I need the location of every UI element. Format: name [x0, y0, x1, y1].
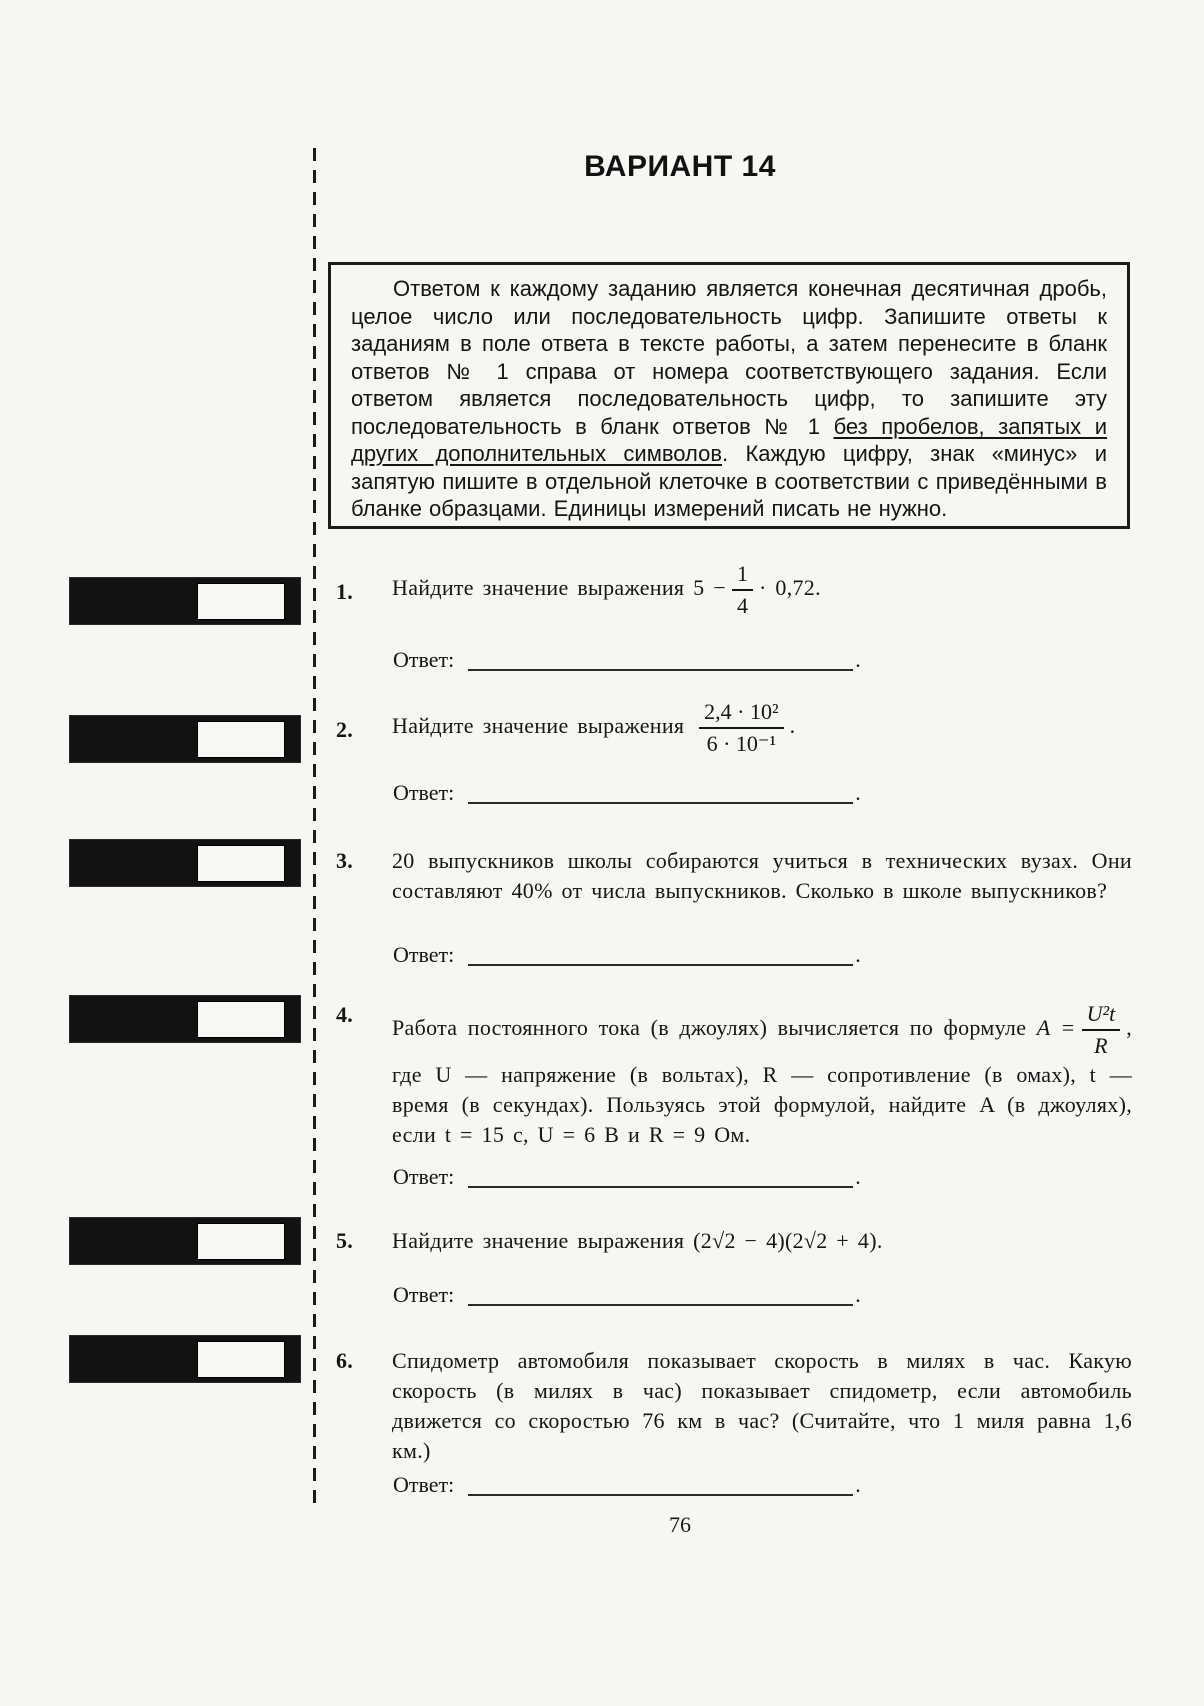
answer-blank-line [468, 802, 853, 804]
fraction-denominator: 6 · 10⁻¹ [699, 727, 783, 758]
instructions-box [328, 262, 1130, 529]
problem-1-number: 1. [336, 579, 354, 604]
redaction-window [197, 845, 285, 882]
problem-4-text-before: Работа постоянного тока (в джоулях) вычисляется по формуле [392, 1015, 1027, 1041]
expression-1-pre: 5 − [693, 575, 726, 601]
page-number: 76 [669, 1512, 691, 1537]
redaction-window [197, 583, 285, 620]
answer-period: . [855, 942, 861, 967]
instructions-underlined-phrase: без пробелов, запятых и других дополнительных символов [351, 413, 1107, 466]
answer-label: Ответ: [393, 647, 455, 672]
problem-2 [330, 698, 1132, 758]
problem-4 [330, 1000, 1132, 1150]
redacted-label-bar-2 [70, 716, 300, 762]
problem-2-number: 2. [336, 717, 354, 742]
expression-5: (2√2 − 4)(2√2 + 4). [693, 1228, 883, 1253]
page-title: ВАРИАНТ 14 [584, 150, 776, 183]
answer-period: . [855, 647, 861, 672]
answer-period: . [855, 1164, 861, 1189]
problem-5-number: 5. [336, 1228, 354, 1253]
redaction-window [197, 1223, 285, 1260]
redaction-window [197, 1001, 285, 1038]
answer-period: . [855, 1282, 861, 1307]
fraction-denominator: R [1082, 1029, 1121, 1060]
instructions-text [351, 275, 1107, 523]
redacted-label-bar-4 [70, 996, 300, 1042]
answer-label: Ответ: [393, 1282, 455, 1307]
redacted-label-bar-3 [70, 840, 300, 886]
answer-row-2 [393, 778, 861, 808]
formula-lhs: A = [1036, 1015, 1076, 1041]
answer-label: Ответ: [393, 780, 455, 805]
answer-row-1 [393, 645, 861, 675]
answer-row-6 [393, 1470, 861, 1500]
problem-4-text-after: , где U — напряжение (в вольтах), R — сопротивление (в омах), t — время (в секундах). Пользуясь этой формулой, найдите A (в джоулях), если t = 15 с, U = 6 В и R = 9 Ом. [392, 1015, 1133, 1147]
redaction-window [197, 1341, 285, 1378]
problem-1 [330, 560, 1132, 620]
answer-blank-line [468, 1494, 853, 1496]
problem-3-text: 20 выпускников школы собираются учиться в технических вузах. Они составляют 40% от числа выпускников. Сколько в школе выпускников? [392, 848, 1132, 903]
answer-blank-line [468, 1186, 853, 1188]
answer-period: . [855, 1472, 861, 1497]
expression-1-post: · 0,72. [758, 575, 821, 601]
redacted-label-bar-5 [70, 1218, 300, 1264]
problem-6-number: 6. [336, 1348, 354, 1373]
fraction-numerator: 2,4 · 10² [704, 699, 779, 724]
problem-4-number: 4. [336, 1002, 354, 1027]
problem-2-lead: Найдите значение выражения [392, 713, 685, 739]
formula-work-of-current [1036, 1001, 1127, 1058]
problem-4-text [392, 1000, 1132, 1150]
problem-5 [330, 1226, 1132, 1256]
problem-5-text [392, 1226, 1132, 1256]
answer-blank-line [468, 964, 853, 966]
problem-2-text [392, 698, 1132, 758]
answer-row-5 [393, 1280, 861, 1310]
redacted-label-bar-6 [70, 1336, 300, 1382]
answer-row-4 [393, 1162, 861, 1192]
problem-5-lead: Найдите значение выражения [392, 1228, 685, 1253]
answer-label: Ответ: [393, 942, 455, 967]
answer-blank-line [468, 669, 853, 671]
expression-2-post: . [789, 713, 796, 739]
problem-3 [330, 846, 1132, 906]
problem-6 [330, 1346, 1132, 1466]
expression-1 [693, 561, 821, 618]
answer-row-3 [393, 940, 861, 970]
answer-period: . [855, 780, 861, 805]
problem-1-lead: Найдите значение выражения [392, 575, 685, 601]
problem-6-text: Спидометр автомобиля показывает скорость в милях в час. Какую скорость (в милях в час) показывает спидометр, если автомобиль движется со скоростью 76 км в час? (Считайте, что 1 миля равна 1,6 км.) [392, 1348, 1132, 1463]
problem-1-text [392, 560, 1132, 620]
answer-label: Ответ: [393, 1164, 455, 1189]
expression-2 [693, 699, 796, 756]
cut-line-dashed-rule [313, 148, 316, 1504]
instructions-part1: Ответом к каждому заданию является конечная десятичная дробь, целое число или последовательность цифр. Запишите ответы к заданиям в поле ответа в тексте работы, а затем перенесите в бланк ответов № 1 справа от номера соответствующего задания. Если ответом является последовательность цифр, то запишите эту последовательность в бланк ответов № 1 [351, 276, 1107, 439]
answer-label: Ответ: [393, 1472, 455, 1497]
redaction-window [197, 721, 285, 758]
fraction-U2t-R [1082, 1000, 1121, 1060]
problem-3-number: 3. [336, 848, 354, 873]
fraction-denominator: 4 [732, 589, 753, 620]
fraction-1-4 [732, 560, 753, 620]
fraction-powers-of-ten [699, 698, 783, 758]
fraction-numerator: U²t [1086, 1001, 1116, 1026]
instructions-part2: . Каждую цифру, знак «минус» и запятую пишите в отдельной клеточке в соответствии с приведёнными в бланке образцами. Единицы измерений писать не нужно. [351, 441, 1107, 521]
fraction-numerator: 1 [736, 561, 748, 586]
answer-blank-line [468, 1304, 853, 1306]
redacted-label-bar-1 [70, 578, 300, 624]
